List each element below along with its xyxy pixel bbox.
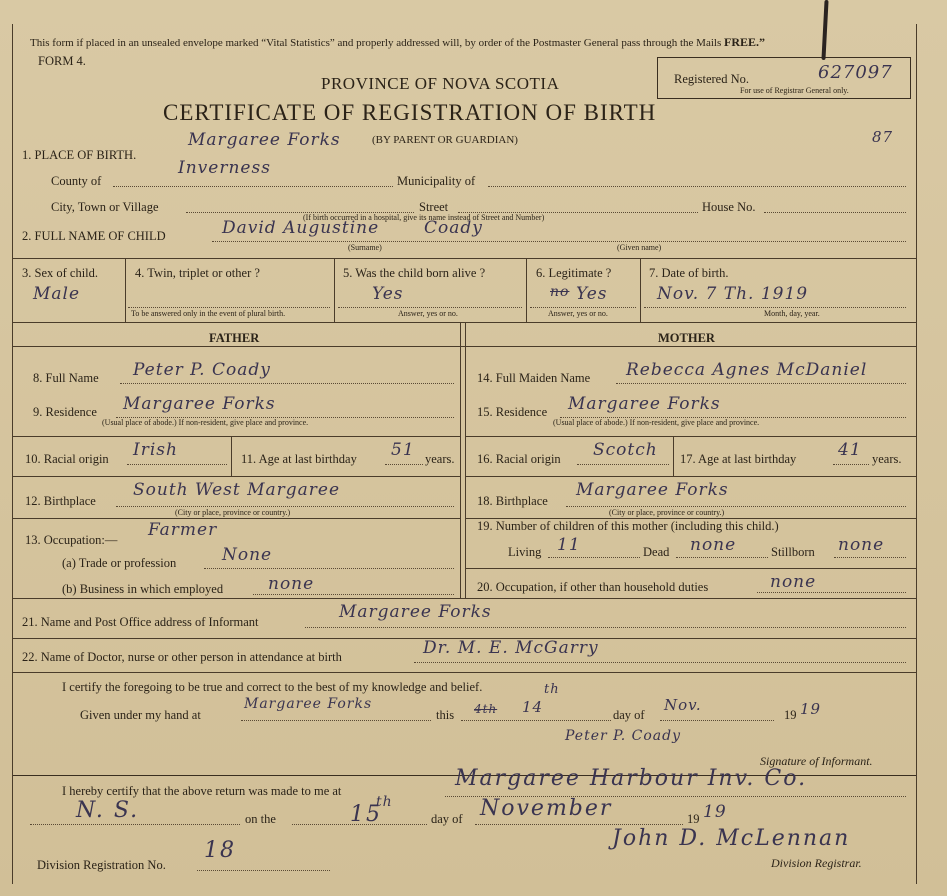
trade-label: (a) Trade or profession <box>62 556 177 570</box>
trade-value: None <box>222 545 273 565</box>
certify-statement: I certify the foregoing to be true and correct to the best of my knowledge and belief. <box>62 680 483 694</box>
mother-name-line <box>616 383 906 384</box>
mother-racial-line <box>577 464 669 465</box>
house-label: House No. <box>702 200 756 214</box>
father-racial-value: Irish <box>133 440 178 460</box>
registered-number: 627097 <box>818 62 893 83</box>
business-value: none <box>268 574 315 594</box>
given-year-prefix: 19 <box>784 708 797 722</box>
registrar-note: For use of Registrar General only. <box>740 86 849 95</box>
father-name-label: 8. Full Name <box>33 371 99 385</box>
return-place-line-2 <box>30 824 240 825</box>
informant-value: Margaree Forks <box>339 602 492 622</box>
informant-signature: Peter P. Coady <box>565 728 681 744</box>
county-value: Inverness <box>178 158 271 178</box>
mother-racial-value: Scotch <box>593 440 658 460</box>
mother-birthplace-note: (City or place, province or country.) <box>609 508 725 517</box>
return-day-suffix: th <box>376 794 393 810</box>
father-birthplace-value: South West Margaree <box>133 480 341 500</box>
born-alive-note: Answer, yes or no. <box>398 309 458 318</box>
father-age-line <box>385 464 423 465</box>
doctor-value: Dr. M. E. McGarry <box>423 638 599 658</box>
father-name-value: Peter P. Coady <box>133 360 271 380</box>
mother-row-rule-1 <box>466 436 916 437</box>
page-title: CERTIFICATE OF REGISTRATION OF BIRTH <box>163 100 657 125</box>
born-alive-label: 5. Was the child born alive ? <box>343 266 486 280</box>
parents-divider <box>460 322 461 598</box>
county-line <box>113 186 393 187</box>
living-value: 11 <box>557 535 581 555</box>
sex-value: Male <box>33 284 81 304</box>
doctor-label: 22. Name of Doctor, nurse or other person in attendance at birth <box>22 650 342 664</box>
sex-label: 3. Sex of child. <box>22 266 99 280</box>
col-rule-3 <box>125 258 126 322</box>
mother-residence-value: Margaree Forks <box>568 394 721 414</box>
mother-age-value: 41 <box>838 440 862 460</box>
given-label: Given under my hand at <box>80 708 201 722</box>
occupation-value: Farmer <box>148 520 218 540</box>
division-no-label: Division Registration No. <box>37 858 166 872</box>
given-place-line <box>241 720 431 721</box>
born-alive-line <box>338 307 522 308</box>
house-line <box>764 212 906 213</box>
given-day-line <box>461 720 611 721</box>
col-rule-5 <box>526 258 527 322</box>
father-row-rule-1 <box>13 436 460 437</box>
doctor-line <box>414 662 906 663</box>
corner-mark: 87 <box>872 128 894 146</box>
mother-age-unit: years. <box>872 452 902 466</box>
mother-age-line <box>833 464 869 465</box>
place-of-birth-value: Margaree Forks <box>188 130 341 150</box>
mother-residence-label: 15. Residence <box>477 405 548 419</box>
mother-age-label: 17. Age at last birthday <box>680 452 797 466</box>
stillborn-label: Stillborn <box>771 545 815 559</box>
occupation-mother-line <box>757 592 906 593</box>
ink-stroke <box>821 0 828 60</box>
mother-row-rule-2 <box>466 476 916 477</box>
child-name-line <box>212 241 906 242</box>
informant-label: 21. Name and Post Office address of Informant <box>22 615 259 629</box>
return-year-prefix: 19 <box>687 812 700 826</box>
child-surname: Coady <box>424 218 483 238</box>
father-heading: FATHER <box>209 331 260 345</box>
city-label: City, Town or Village <box>51 200 159 214</box>
province-heading: PROVINCE OF NOVA SCOTIA <box>321 74 560 93</box>
county-label: County of <box>51 174 102 188</box>
return-place-value-2: N. S. <box>76 798 140 823</box>
division-no-value: 18 <box>204 838 236 863</box>
legitimate-note: Answer, yes or no. <box>548 309 608 318</box>
day-of-label: day of <box>431 812 463 826</box>
mother-birthplace-label: 18. Birthplace <box>477 494 548 508</box>
child-name-label: 2. FULL NAME OF CHILD <box>22 229 166 243</box>
occupation-label: 13. Occupation:— <box>25 533 118 547</box>
living-line <box>548 557 640 558</box>
father-age-unit: years. <box>425 452 455 466</box>
business-line <box>253 594 454 595</box>
father-age-label: 11. Age at last birthday <box>241 452 357 466</box>
page-subtitle: (BY PARENT OR GUARDIAN) <box>372 134 518 146</box>
return-year-value: 19 <box>703 802 727 822</box>
given-this: this <box>436 708 455 722</box>
father-racial-label: 10. Racial origin <box>25 452 109 466</box>
certify-top-rule <box>13 672 916 673</box>
row3-top-rule <box>13 258 916 259</box>
registrar-signature: John D. McLennan <box>612 826 851 851</box>
right-border <box>916 24 917 884</box>
dead-value: none <box>690 535 737 555</box>
col-rule-6 <box>640 258 641 322</box>
given-month-value: Nov. <box>664 696 702 714</box>
return-month-value: November <box>480 796 613 821</box>
return-day-value: 15 <box>350 802 382 827</box>
mail-notice: This form if placed in an unsealed envelope marked “Vital Statistics” and properly addressed will, by order of the Postmaster General pass through the Mails FREE.” <box>30 35 765 49</box>
dead-line <box>676 557 768 558</box>
surname-caption: (Surname) <box>348 243 382 252</box>
father-row-rule-3 <box>13 518 460 519</box>
dob-note: Month, day, year. <box>764 309 820 318</box>
informant-top-rule <box>13 598 916 599</box>
father-residence-label: 9. Residence <box>33 405 97 419</box>
father-residence-note: (Usual place of abode.) If non-resident, give place and province. <box>102 418 309 427</box>
dead-label: Dead <box>643 545 670 559</box>
given-place-value: Margaree Forks <box>244 696 373 712</box>
father-birthplace-note: (City or place, province or country.) <box>175 508 291 517</box>
street-label: Street <box>419 200 449 214</box>
parents-divider-2 <box>465 322 466 598</box>
father-age-divider <box>231 436 232 476</box>
given-day-value: 14 <box>522 698 544 716</box>
father-racial-line <box>127 464 227 465</box>
return-month-line <box>475 824 683 825</box>
mother-racial-label: 16. Racial origin <box>477 452 561 466</box>
twin-label: 4. Twin, triplet or other ? <box>135 266 260 280</box>
parents-head-rule <box>13 346 916 347</box>
father-birthplace-label: 12. Birthplace <box>25 494 96 508</box>
dob-line <box>644 307 906 308</box>
stillborn-line <box>834 557 906 558</box>
legitimate-value: Yes <box>576 284 608 304</box>
mother-age-divider <box>673 436 674 476</box>
children-label: 19. Number of children of this mother (including this child.) <box>477 519 779 533</box>
form-number: FORM 4. <box>38 54 86 68</box>
given-month-line <box>660 720 774 721</box>
col-rule-4 <box>334 258 335 322</box>
born-alive-value: Yes <box>372 284 404 304</box>
stillborn-value: none <box>838 535 885 555</box>
occupation-mother-value: none <box>770 572 817 592</box>
mother-heading: MOTHER <box>658 331 715 345</box>
informant-line <box>305 627 906 628</box>
given-day-suffix: th <box>544 682 560 697</box>
mother-row-rule-4 <box>466 568 916 569</box>
given-dayof: day of <box>613 708 645 722</box>
dob-value: Nov. 7 Th. 1919 <box>657 284 809 304</box>
hospital-note: (If birth occurred in a hospital, give its name instead of Street and Number) <box>303 213 545 222</box>
twin-line <box>128 307 330 308</box>
father-name-line <box>120 383 454 384</box>
municipality-label: Municipality of <box>397 174 476 188</box>
mother-residence-note: (Usual place of abode.) If non-resident, give place and province. <box>553 418 760 427</box>
mother-name-label: 14. Full Maiden Name <box>477 371 591 385</box>
legitimate-struck: no <box>550 284 570 300</box>
dob-label: 7. Date of birth. <box>649 266 729 280</box>
mother-birthplace-value: Margaree Forks <box>576 480 729 500</box>
father-residence-value: Margaree Forks <box>123 394 276 414</box>
given-year-value: 19 <box>800 700 822 718</box>
certify2-statement: I hereby certify that the above return was made to me at <box>62 784 342 798</box>
father-birthplace-line <box>116 506 454 507</box>
return-place-value: Margaree Harbour Inv. Co. <box>455 766 808 791</box>
trade-line <box>204 568 454 569</box>
on-the-label: on the <box>245 812 276 826</box>
legitimate-label: 6. Legitimate ? <box>536 266 612 280</box>
given-day-struck: 4th <box>474 702 498 716</box>
given-name-caption: (Given name) <box>617 243 662 252</box>
left-border <box>12 24 13 884</box>
legitimate-line <box>530 307 636 308</box>
child-given-name: David Augustine <box>222 218 380 238</box>
municipality-line <box>488 186 906 187</box>
living-label: Living <box>508 545 542 559</box>
place-of-birth-label: 1. PLACE OF BIRTH. <box>22 148 137 162</box>
division-no-line <box>197 870 330 871</box>
signature-informant-label: Signature of Informant. <box>760 754 873 768</box>
occupation-mother-label: 20. Occupation, if other than household duties <box>477 580 709 594</box>
twin-note: To be answered only in the event of plural birth. <box>131 309 286 318</box>
mother-name-value: Rebecca Agnes McDaniel <box>626 360 868 380</box>
father-age-value: 51 <box>391 440 415 460</box>
business-label: (b) Business in which employed <box>62 582 224 596</box>
mother-birthplace-line <box>566 506 906 507</box>
division-registrar-label: Division Registrar. <box>771 856 862 870</box>
father-row-rule-2 <box>13 476 460 477</box>
registered-label: Registered No. <box>674 72 749 86</box>
